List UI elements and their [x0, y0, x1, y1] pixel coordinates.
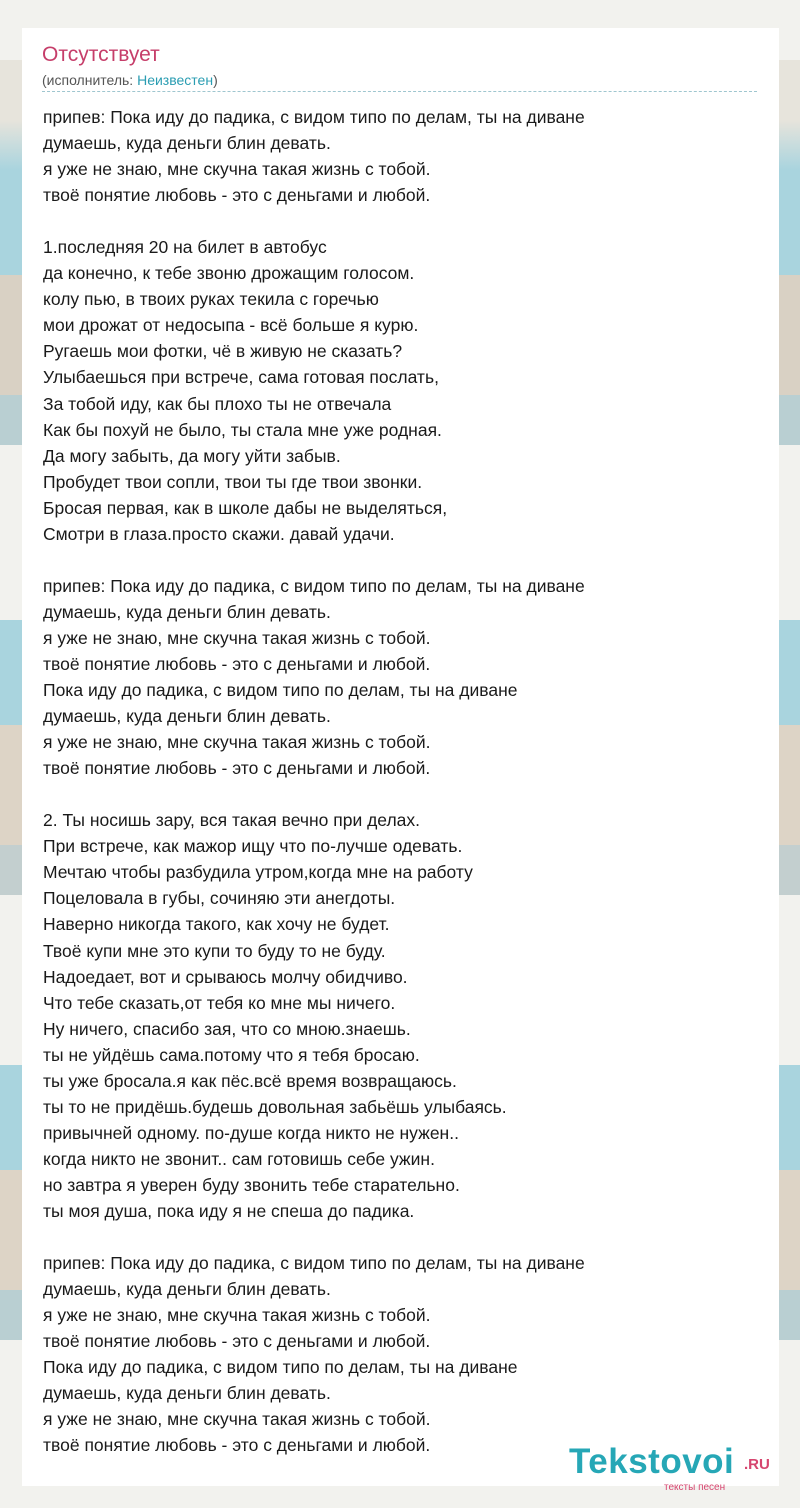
song-title: Отсутствует: [42, 43, 160, 66]
performer-prefix: (исполнитель:: [42, 72, 138, 88]
logo-tld: .RU: [744, 1456, 770, 1473]
title-divider: [42, 91, 757, 92]
site-logo[interactable]: [569, 1442, 779, 1492]
logo-tagline: тексты песен: [664, 1482, 726, 1493]
logo-wordmark: Tekstovoi: [569, 1442, 735, 1481]
performer-suffix: ): [213, 72, 218, 88]
performer-line: [42, 72, 218, 88]
lyrics-text: припев: Пока иду до падика, с видом типо по делам, ты на диване думаешь, куда деньги блин девать. я уже не знаю, мне скучна такая жизнь с тобой. твоё понятие любовь - это с деньгами и любой. 1.последняя 20 на билет в автобус да конечно, к тебе звоню дрожащим голосом. колу пью, в твоих руках текила с горечью мои дрожат от недосыпа - всё больше я курю. Ругаешь мои фотки, чё в живую не сказать? Улыбаешься при встрече, сама готовая послать, За тобой иду, как бы плохо ты не отвечала Как бы похуй не было, ты стала мне уже родная. Да могу забыть, да могу уйти забыв. Пробудет твои сопли, твои ты где твои звонки. Бросая первая, как в школе дабы не выделяться, Смотри в глаза.просто скажи. давай удачи. припев: Пока иду до падика, с видом типо по делам, ты на диване думаешь, куда деньги блин девать. я уже не знаю, мне скучна такая жизнь с тобой. твоё понятие любовь - это с деньгами и любой. Пока иду до падика, с видом типо по делам, ты на диване думаешь, куда деньги блин девать. я уже не знаю, мне скучна такая жизнь с тобой. твоё понятие любовь - это с деньгами и любой. 2. Ты носишь зару, вся такая вечно при делах. При встрече, как мажор ищу что по-лучше одевать. Мечтаю чтобы разбудила утром,когда мне на работу Поцеловала в губы, сочиняю эти анегдоты. Наверно никогда такого, как хочу не будет. Твоё купи мне это купи то буду то не буду. Надоедает, вот и срываюсь молчу обидчиво. Что тебе сказать,от тебя ко мне мы ничего. Ну ничего, спасибо зая, что со мною.знаешь. ты не уйдёшь сама.потому что я тебя бросаю. ты уже бросала.я как пёс.всё время возвращаюсь. ты то не придёшь.будешь довольная забьёшь улыбаясь. привычней одному. по-душе когда никто не нужен.. когда никто не звонит.. сам готовишь себе ужин. но завтра я уверен буду звонить тебе старательно. ты моя душа, пока иду я не спеша до падика. припев: Пока иду до падика, с видом типо по делам, ты на диване думаешь, куда деньги блин девать. я уже не знаю, мне скучна такая жизнь с тобой. твоё понятие любовь - это с деньгами и любой. Пока иду до падика, с видом типо по делам, ты на диване думаешь, куда деньги блин девать. я уже не знаю, мне скучна такая жизнь с тобой. твоё понятие любовь - это с деньгами и любой.: [43, 107, 585, 1456]
performer-link[interactable]: Неизвестен: [137, 72, 214, 88]
lyrics-card: [22, 28, 779, 1486]
